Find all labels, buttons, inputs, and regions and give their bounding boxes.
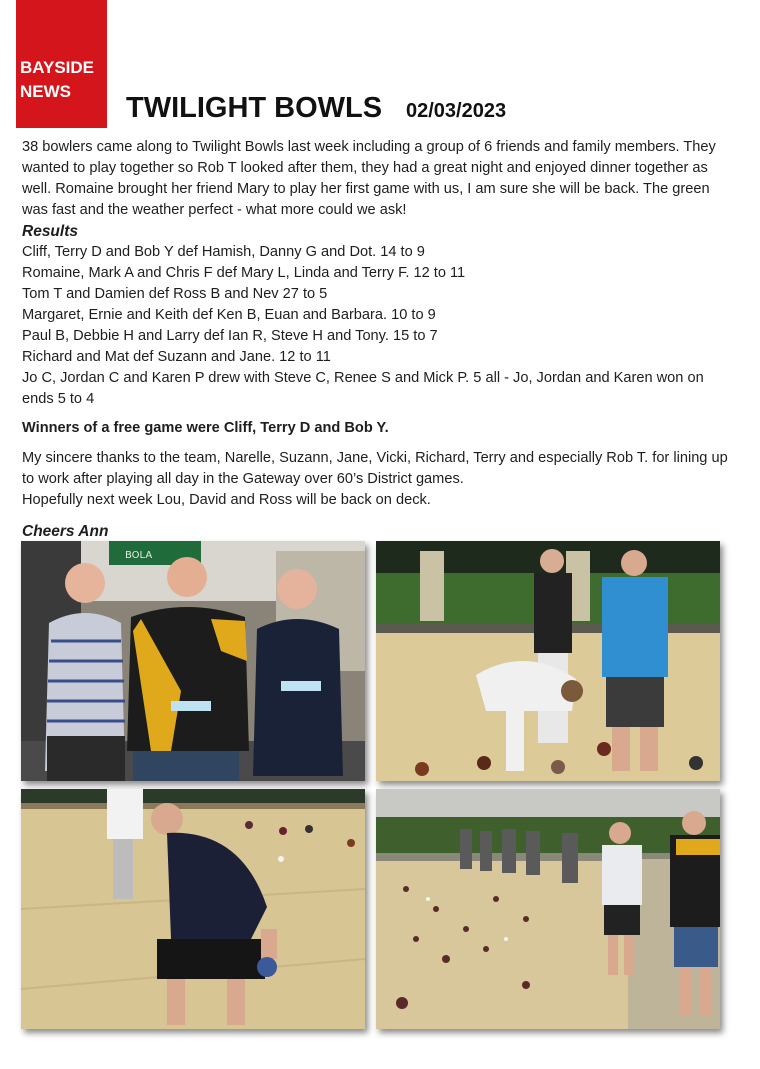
bayside-news-badge (16, 0, 107, 128)
result-item: Paul B, Debbie H and Larry def Ian R, Steve H and Tony. 15 to 7 (22, 328, 438, 344)
intro-paragraph: 38 bowlers came along to Twilight Bowls last week including a group of 6 friends and family members. They wanted to play together so Rob T looked after them, they had a great night and enjoyed dinner together as well. Romaine brought her friend Mary to play her first game with us, I am sure she will be back. The green was fast and the weather perfect - what more could we ask! (22, 139, 716, 218)
result-item: Jo C, Jordan C and Karen P drew with Steve C, Renee S and Mick P. 5 all - Jo, Jordan and Karen won on ends 5 to 4 (22, 370, 704, 407)
result-item: Cliff, Terry D and Bob Y def Hamish, Danny G and Dot. 14 to 9 (22, 244, 425, 260)
article-body (22, 137, 734, 542)
result-item: Margaret, Ernie and Keith def Ken B, Euan and Barbara. 10 to 9 (22, 307, 436, 323)
results-list (22, 242, 734, 410)
results-heading: Results (22, 223, 78, 240)
next-week-line: Hopefully next week Lou, David and Ross will be back on deck. (22, 492, 431, 508)
tv-screen-text: BOLA (125, 550, 153, 561)
photo-measuring-bowls (376, 541, 720, 781)
article-date: 02/03/2023 (406, 100, 507, 122)
photo-green-with-bowlers (376, 789, 720, 1029)
badge-line-1: BAYSIDE (20, 58, 95, 77)
winners-line: Winners of a free game were Cliff, Terry D and Bob Y. (22, 420, 389, 436)
photo-winners-with-vouchers (21, 541, 365, 781)
page-title: TWILIGHT BOWLS (126, 92, 383, 124)
signoff: Cheers Ann (22, 523, 109, 540)
result-item: Richard and Mat def Suzann and Jane. 12 to 11 (22, 349, 331, 365)
result-item: Tom T and Damien def Ross B and Nev 27 to 5 (22, 286, 328, 302)
result-item: Romaine, Mark A and Chris F def Mary L, Linda and Terry F. 12 to 11 (22, 265, 466, 281)
photo-bowler-delivering (21, 789, 365, 1029)
badge-line-2: NEWS (20, 82, 71, 101)
thanks-paragraph: My sincere thanks to the team, Narelle, Suzann, Jane, Vicki, Richard, Terry and especially Rob T. for lining up to work after playing all day in the Gateway over 60’s District games. (22, 450, 728, 487)
